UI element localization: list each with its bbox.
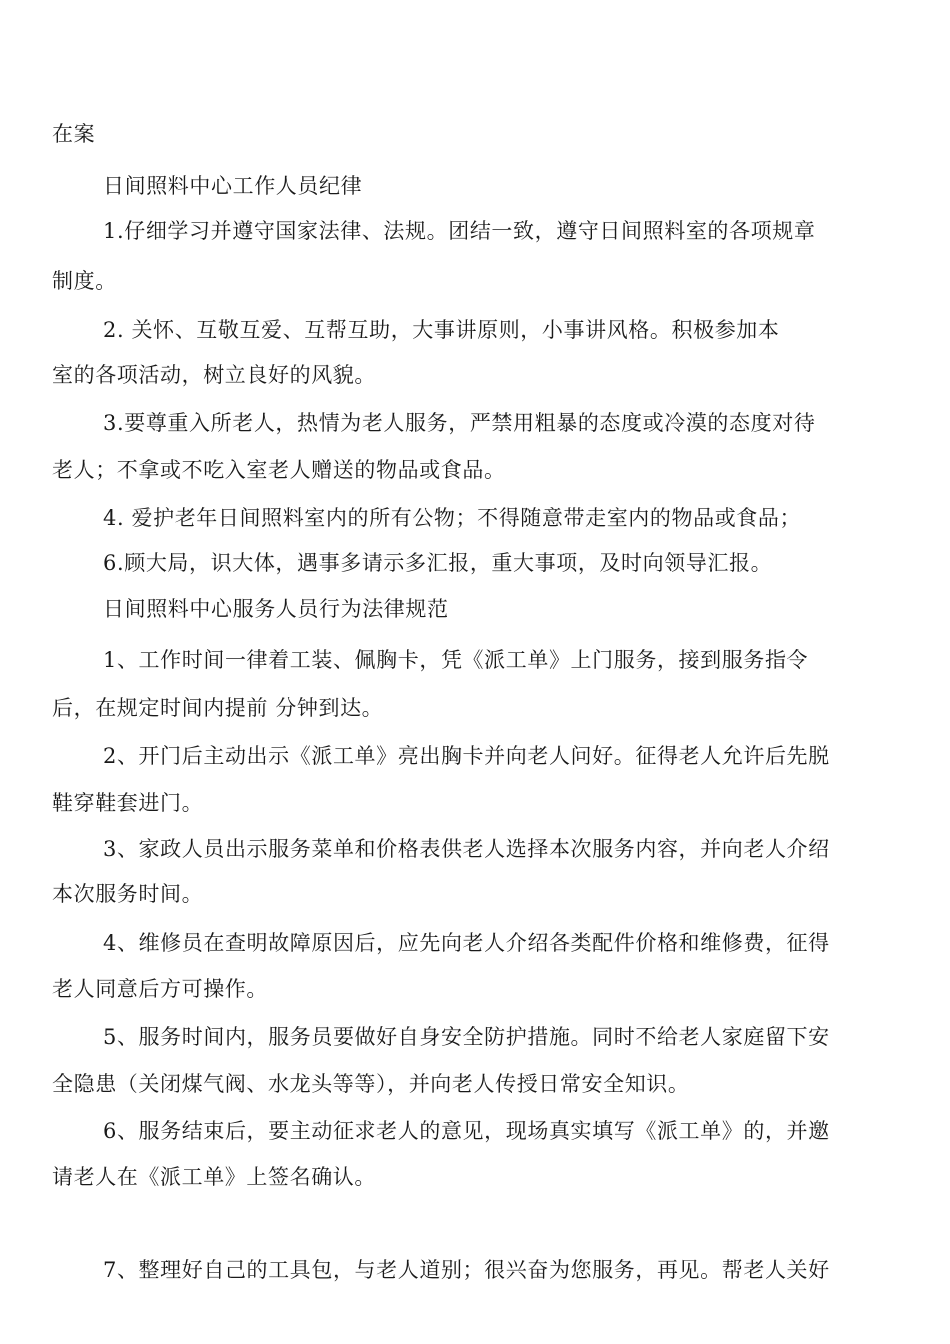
paragraph-line: 7、整理好自己的工具包，与老人道别；很兴奋为您服务，再见。帮老人关好: [103, 1258, 830, 1282]
paragraph-line: 请老人在《派工单》上签名确认。: [52, 1165, 376, 1189]
paragraph-line: 6、服务结束后，要主动征求老人的意见，现场真实填写《派工单》的，并邀: [103, 1119, 830, 1143]
section-title-conduct: 日间照料中心服务人员行为法律规范: [103, 597, 449, 621]
paragraph-line: 1.仔细学习并遵守国家法律、法规。团结一致，遵守日间照料室的各项规章: [103, 219, 816, 243]
paragraph-line: 2. 关怀、互敬互爱、互帮互助，大事讲原则，小事讲风格。积极参加本: [103, 318, 780, 342]
paragraph-line: 制度。: [52, 269, 117, 293]
paragraph-line: 3.要尊重入所老人，热情为老人服务，严禁用粗暴的态度或冷漠的态度对待: [103, 411, 816, 435]
paragraph-line: 5、服务时间内，服务员要做好自身安全防护措施。同时不给老人家庭留下安: [103, 1025, 830, 1049]
paragraph-line: 室的各项活动，树立良好的风貌。: [52, 363, 376, 387]
paragraph-line: 6.顾大局，识大体，遇事多请示多汇报，重大事项，及时向领导汇报。: [103, 551, 773, 575]
section-title-discipline: 日间照料中心工作人员纪律: [103, 174, 363, 198]
paragraph-line: 3、家政人员出示服务菜单和价格表供老人选择本次服务内容，并向老人介绍: [103, 837, 830, 861]
paragraph-line: 2、开门后主动出示《派工单》亮出胸卡并向老人问好。征得老人允许后先脱: [103, 744, 830, 768]
paragraph-line: 老人同意后方可操作。: [52, 977, 268, 1001]
page-heading: 在案: [52, 122, 96, 146]
paragraph-line: 后，在规定时间内提前 分钟到达。: [52, 696, 384, 720]
paragraph-line: 老人；不拿或不吃入室老人赠送的物品或食品。: [52, 458, 506, 482]
paragraph-line: 4. 爱护老年日间照料室内的所有公物；不得随意带走室内的物品或食品；: [103, 506, 802, 530]
paragraph-line: 本次服务时间。: [52, 882, 204, 906]
paragraph-line: 全隐患（关闭煤气阀、水龙头等等），并向老人传授日常安全知识。: [52, 1072, 690, 1096]
paragraph-line: 4、维修员在查明故障原因后，应先向老人介绍各类配件价格和维修费，征得: [103, 931, 830, 955]
paragraph-line: 鞋穿鞋套进门。: [52, 791, 204, 815]
paragraph-line: 1、工作时间一律着工装、佩胸卡，凭《派工单》上门服务，接到服务指令: [103, 648, 809, 672]
